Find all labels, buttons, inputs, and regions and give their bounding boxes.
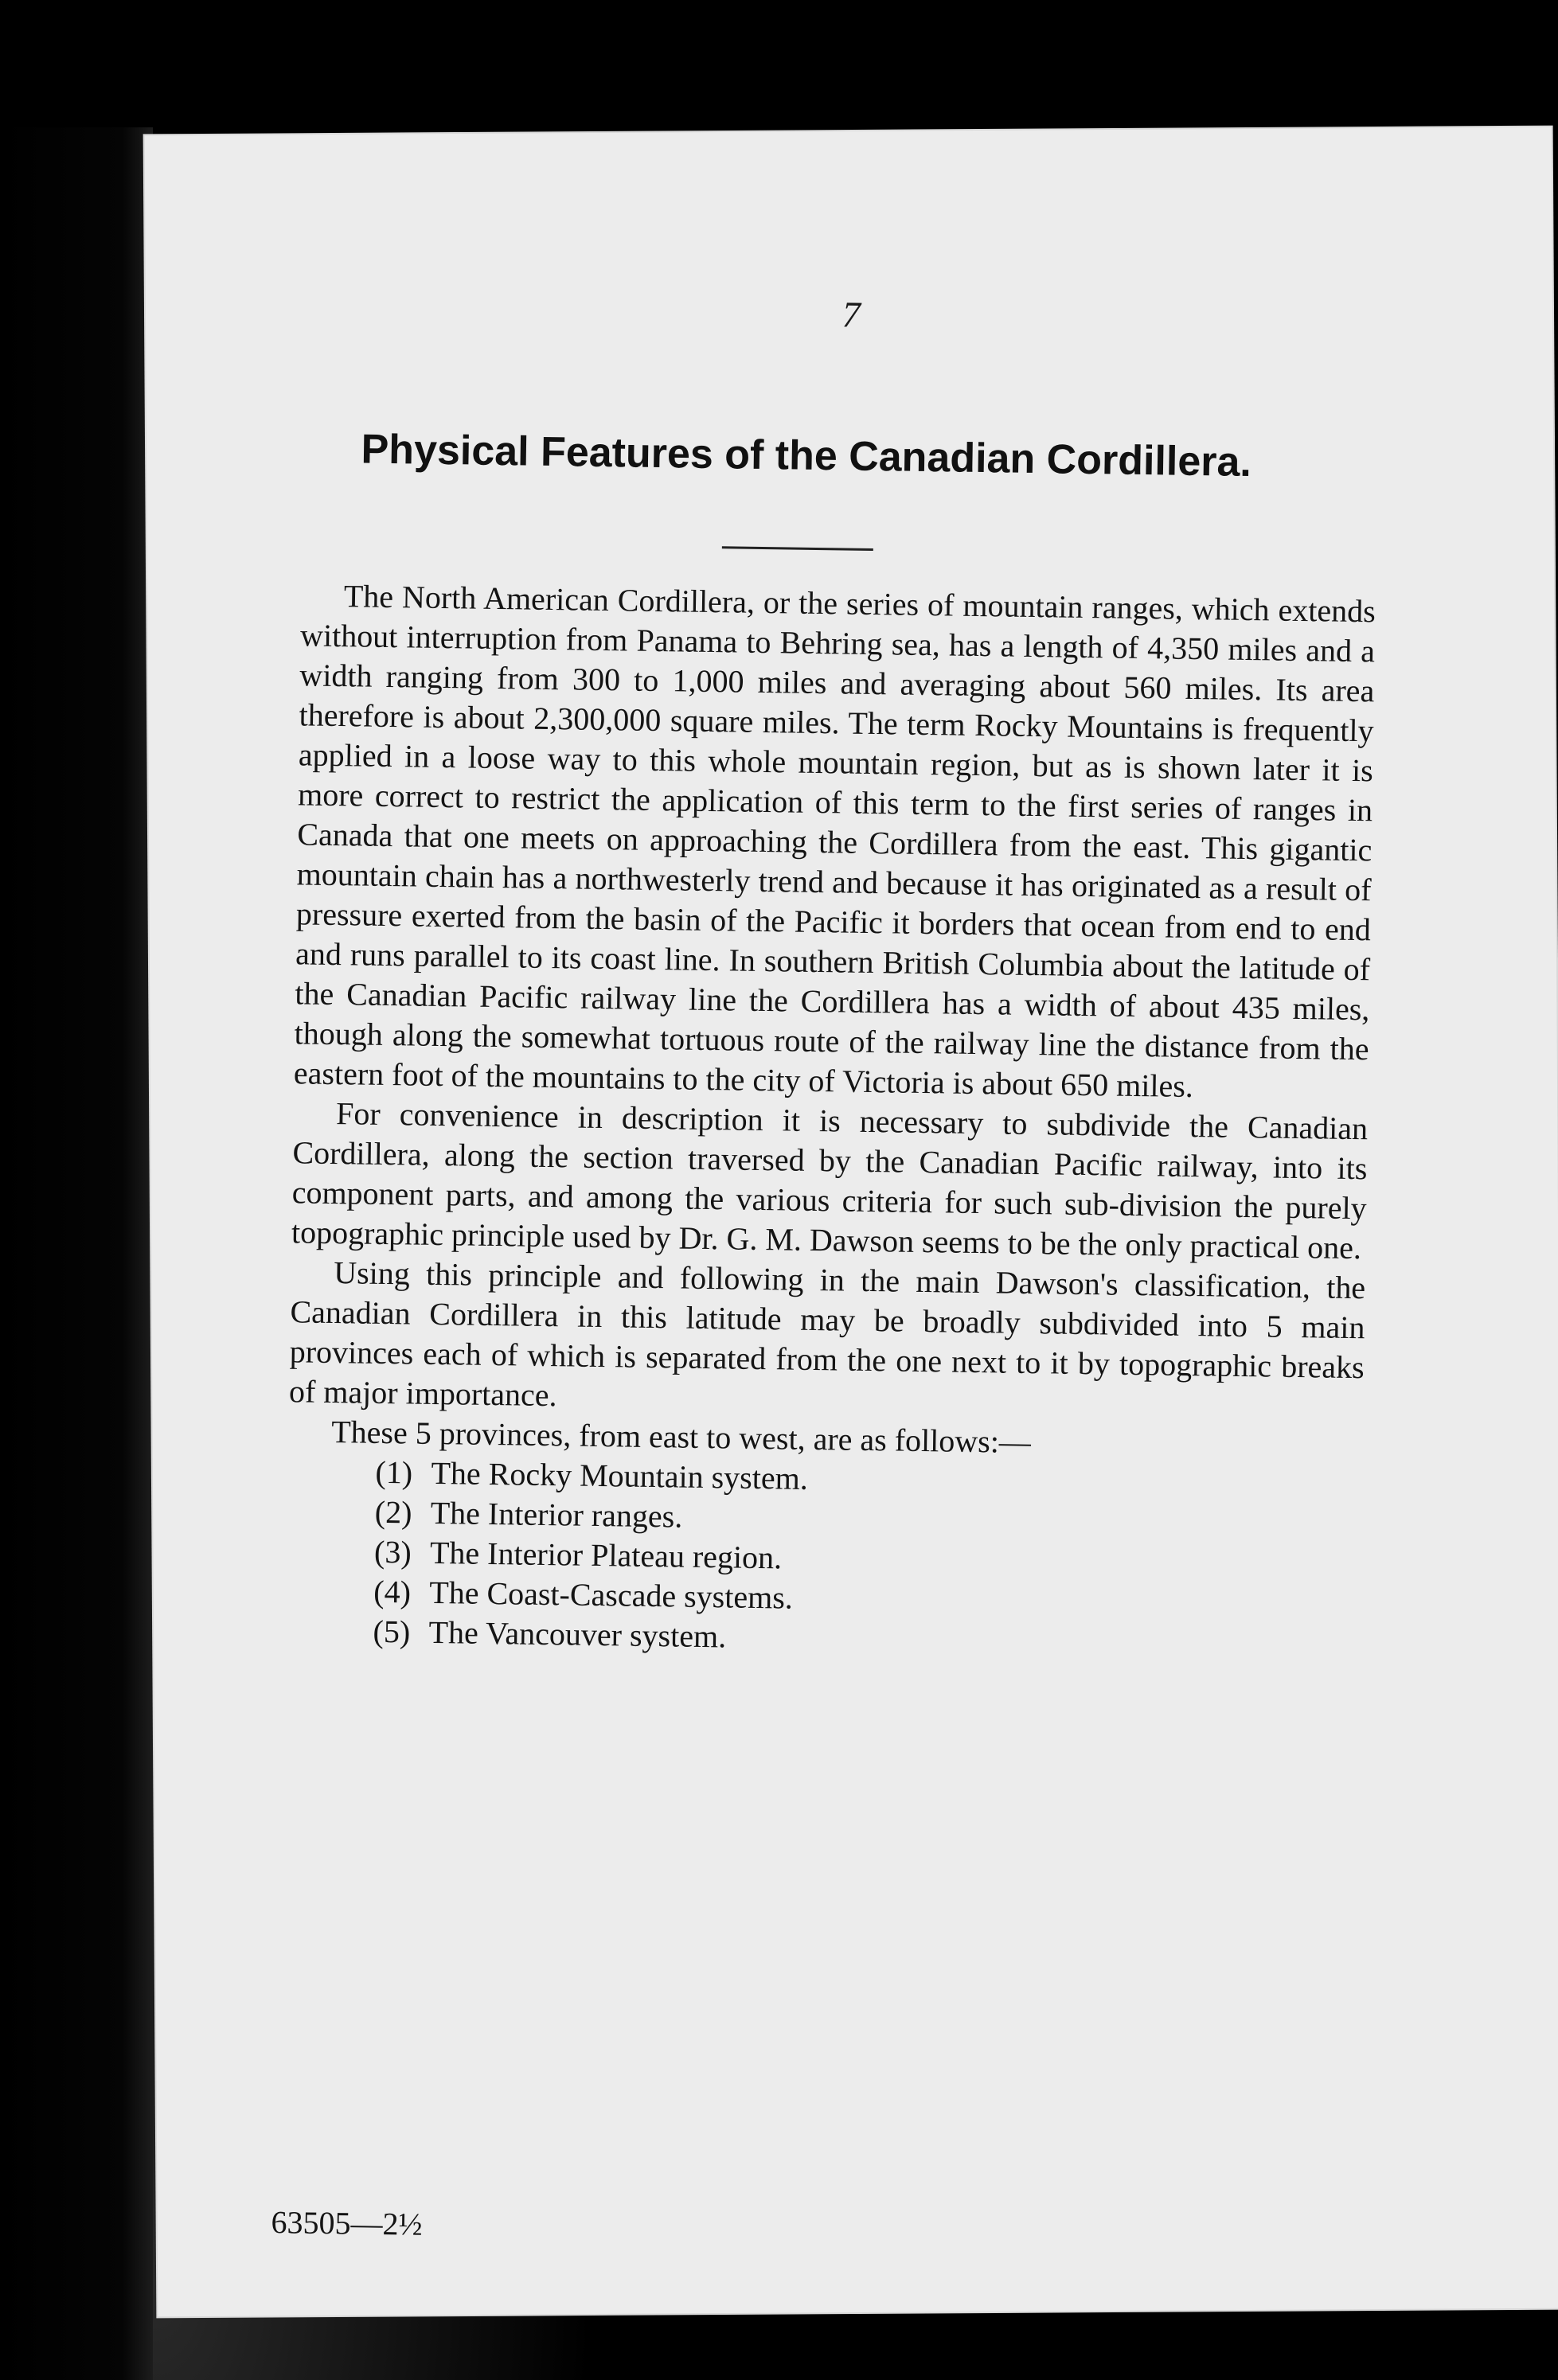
page-number: 7 <box>841 294 861 335</box>
paragraph-1: The North American Cordillera, or the series of mountain ranges, which extends without interruption from Panama to Behring sea, has a length of 4,350 miles and a width ranging from 300 to 1,000 miles and averaging about 560 miles. Its area therefore is about 2,300,000 square miles. The term Rocky Mountains is frequently applied in a loose way to this whole mountain region, but as is shown later it is more correct to restrict the application of this term to the first series of ranges in Canada that one meets on approaching the Cordillera from the east. This gigantic mountain chain has a northwesterly trend and because it has originated as a result of pressure exerted from the basin of the Pacific it borders that ocean from end to end and runs parallel to its coast line. In southern British Columbia about the latitude of the Canadian Pacific railway line the Cordillera has a width of about 435 miles, though along the somewhat tortuous route of the railway line the distance from the eastern foot of the mountains to the city of Victoria is about 650 miles. <box>293 578 1376 1105</box>
list-item-label: The Vancouver system. <box>428 1613 727 1655</box>
list-item-number: (1) <box>375 1453 413 1491</box>
list-item-label: The Interior ranges. <box>430 1494 683 1535</box>
list-item-number: (3) <box>373 1533 412 1570</box>
list-item-label: The Interior Plateau region. <box>429 1534 783 1576</box>
footer-code: 63505—2½ <box>271 2204 423 2242</box>
list-item-number: (4) <box>373 1573 412 1610</box>
list-item-label: The Rocky Mountain system. <box>431 1454 809 1496</box>
body-text <box>285 575 1376 1666</box>
document-page <box>145 127 1558 2317</box>
paragraph-3: Using this principle and following in the main Dawson's classification, the Canadian Cordillera in this latitude may be broadly subdivided into 5 main provinces each of which is separated from the one next to it by topographic breaks of major importance. <box>288 1254 1366 1414</box>
list-item-number: (2) <box>374 1493 412 1531</box>
left-scan-margin <box>0 127 153 2380</box>
provinces-list <box>285 1451 1363 1666</box>
top-scan-margin <box>0 0 1558 131</box>
list-item-label: The Coast-Cascade systems. <box>429 1574 794 1616</box>
title-divider <box>722 546 873 551</box>
list-item-number: (5) <box>373 1613 411 1650</box>
page-title: Physical Features of the Canadian Cordillera. <box>361 426 1252 486</box>
paragraph-2: For convenience in description it is necessary to subdivide the Canadian Cordillera, along the section traversed by the Canadian Pacific railway, into its component parts, and among the various criteria for such sub-division the purely topographic principle used by Dr. G. M. Dawson seems to be the only practical one. <box>291 1095 1369 1266</box>
page-content <box>131 124 1558 2326</box>
paragraph-4: These 5 provinces, from east to west, are as follows:— <box>330 1414 1032 1461</box>
